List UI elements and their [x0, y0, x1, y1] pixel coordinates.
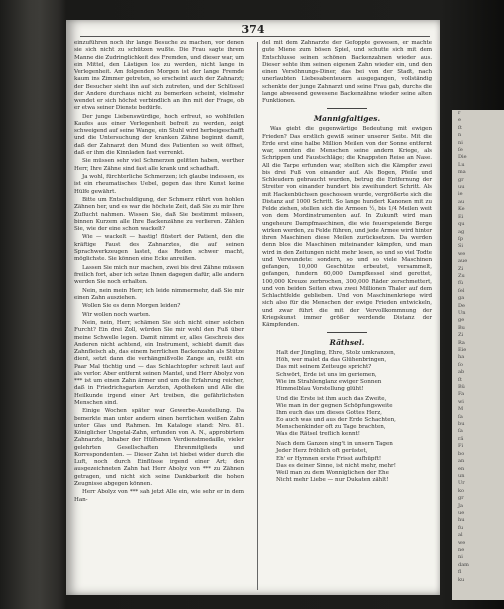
page-number: 374: [241, 23, 265, 36]
adjacent-page-line: fü: [458, 280, 464, 287]
adjacent-page-line: Zi: [458, 332, 464, 339]
header-rule: [80, 36, 430, 37]
adjacent-page-line: fu: [458, 524, 464, 531]
riddle-title: Räthsel.: [329, 338, 365, 348]
paragraph: einzuführen noch ihr lange Besuche zu machen, vor denen sie sich nicht zu schützen wußte. Die Frau sagte ihrem Manne die Zudringlichkeit des Fremden, und dieser war, um ein Mittel, den Lästigen los zu werden, nicht lange in Verlegenheit. Am folgenden Morgen ist der lange Fremde kaum ins Zimmer getreten, so erscheint auch der Zahnarzt; der Besucher sieht ihn auf sich zutreten, und der Schlüssel der Andere durchaus nicht zu bemerken scheint, vielmehr wendet er sich höchst verbindlich an ihn mit der Frage, ob er etwa seiner Dienste bedürfe.: [74, 40, 244, 112]
riddle-stanza: Halt der Jüngling, Ehre, Stolz umkranzen, Höh, wer malet da das Glühenbringen, Das mit seinem Zeiteuge spricht? Schwört, Erde ist uns im geriemen, Wie im Strahlenglanz ewiger Sonnen Himmelblau Vorstellung glüht!: [276, 350, 396, 392]
adjacent-page-line: dam: [458, 561, 469, 568]
adjacent-page-line: bo: [458, 450, 465, 457]
paragraph: Einige Wochen später war Gewerbe-Ausstellung. Da bemerkte man unter andern einen herrlichen weißen Zahn unter Glas und Rahmen. Im Kataloge stand: Nro. 81. Königlicher Ungetal-Zahn, erfunden von A. N., approbirtem Zahnarzte, Inhaber der Hülfsmen Verdienstmedaille, vieler gelehrten Gesellschaften Ehrenmitglieds und Korrespondenten. — Dieser Zahn ist hiebei wider durch die Luft, noch durch Einflüsse irgend einer Art; den ausgezeichneten Zahn hat Herr Abolyz von *** zu Zähnen getragen, und nicht sich seine Dankbarkeit die hohen Zeugnisse abgegen können.: [74, 408, 244, 487]
adjacent-page-line: ie: [458, 191, 463, 198]
adjacent-page-line: De: [458, 302, 465, 309]
adjacent-page-line: ſa: [458, 428, 463, 435]
adjacent-page-line: ku: [458, 576, 465, 583]
paragraph: Wie — wackelt — hastig! flüstert der Patient, den die kräftige Faust des Zahnarztes, die auf seinen Sprachwerkzeugen lastet, das Reden schwer macht, möglichste. Sie können eine Ecke anreißen.: [74, 234, 244, 263]
adjacent-page-line: Lu: [458, 161, 465, 168]
adjacent-page-line: Fa: [458, 391, 465, 398]
adjacent-page-line: e: [458, 117, 461, 124]
adjacent-page-line: Ra: [458, 339, 465, 346]
adjacent-page-line: ko: [458, 487, 465, 494]
adjacent-page-line: aue: [458, 258, 468, 265]
adjacent-page-line: ab: [458, 369, 465, 376]
section-rule: [327, 108, 367, 109]
adjacent-page-line: M: [458, 406, 464, 413]
adjacent-page-line: ga: [458, 295, 465, 302]
adjacent-page-line: ge: [458, 317, 465, 324]
adjacent-page-line: Bü: [458, 384, 465, 391]
adjacent-page-line: Eie: [458, 347, 467, 353]
adjacent-page-line: ſt: [458, 124, 462, 131]
adjacent-page-line: Un: [458, 309, 466, 316]
adjacent-page-line: en: [458, 465, 465, 472]
adjacent-page-line: ſp: [458, 235, 464, 242]
paragraph: Nein, nein, Herr, schämen Sie sich nicht einer solchen Furcht? Ein drei Zoll, würden Sie mir wohl den Fuß über meine Schwelle legen. Damit nimmt er, alles Geschreis des Anderen nicht achtend, ein Instrument, schiebt damit das Zahnfleisch ab, das einem herrlichen Backenzahn als Stütze dient, setzt dann die verhängnißvolle Zange an, reißt ein Paar Mal tüchtig und — das Schlachtopfer schreit laut auf als verlor. Aber entfernt seinen Mantel, und Herr Abolyz von *** ist um einen Zahn ärmer und um die Erfahrung reicher, daß in Friedrichsgarten Aerzten, Apotheken und Alle die Heilkunde irgend einer Art treiben, die gefährlichsten Menschen sind.: [74, 320, 244, 406]
adjacent-page-line: Fi: [458, 443, 464, 450]
adjacent-page-line: Ja: [458, 502, 463, 509]
paragraph: Sie müssen sehr viel Schmerzen gelitten haben, werther Herr, Ihre Zähne sind fast alle krank und schadhaft.: [74, 158, 244, 172]
adjacent-page-line: qu: [458, 221, 465, 228]
adjacent-page-line: gr: [458, 176, 464, 183]
adjacent-page-line: Zu: [458, 272, 465, 279]
adjacent-page-line: al: [458, 532, 463, 539]
adjacent-page-line: Ei: [458, 213, 464, 220]
adjacent-page-line: ſt: [458, 376, 462, 383]
section-title: Mannigfaltiges.: [313, 114, 381, 124]
adjacent-page-line: fl: [458, 569, 462, 576]
left-column: [74, 40, 244, 505]
adjacent-page-line: Zi: [458, 265, 464, 272]
adjacent-page-line: we: [458, 539, 466, 546]
adjacent-page-line: Ur: [458, 480, 465, 487]
adjacent-page-line: wi: [458, 398, 464, 405]
adjacent-page-line: ni: [458, 554, 463, 561]
adjacent-page-line: ue: [458, 509, 465, 516]
adjacent-page-line: r: [458, 110, 461, 116]
adjacent-page-edge: [452, 110, 504, 600]
adjacent-page-line: ſa: [458, 413, 463, 420]
adjacent-page-line: Ke: [458, 206, 465, 213]
adjacent-page-line: rä: [458, 435, 464, 442]
paragraph: del mit dem Zahnarzte der Gefoppte gewesen, er machte gute Miene zum bösen Spiel, und schutte sich mit dem Entschlusse seinen schönen Backenzahnen wieder aus. Dieser sehte ihm seinen eigenen Zahn wieder ein, und den einen Versöhnungs-Diner, das bei von der Stadt, nach unerlaubten Liebesabenteuern ausgegangen, vollständig schenkte der junge Zahnarzt und seine Frau gab, durchs die lange abwesend gewesene Backenzähne wieder seine alten Funktionen.: [262, 40, 432, 104]
adjacent-page-line: un: [458, 472, 465, 479]
paragraph: Herr Abolyz von *** sah jetzt Alle ein, wie sehr er in dem Han-: [74, 489, 244, 503]
adjacent-page-line: Si: [458, 243, 464, 250]
adjacent-page-line: Die: [458, 154, 467, 161]
adjacent-page-line: n: [458, 132, 462, 139]
adjacent-page-line: ni: [458, 139, 463, 146]
adjacent-page-line: ha: [458, 354, 465, 361]
paragraph: Ja wohl, fürchterliche Schmerzen; ich glaube indessen, es ist ein rheumatisches Uebel, gegen das ihre Kunst keine Hülfe gewährt.: [74, 174, 244, 195]
adjacent-page-line: bu: [458, 421, 465, 428]
adjacent-page-line: ag: [458, 228, 465, 235]
adjacent-page-line: Bu: [458, 324, 465, 331]
paragraph: Lassen Sie mich nur machen, zwei bis drei Zähne müssen freilich fort, aber ich setze Ihnen dagegen dafür, alle andern werden Sie noch erhalten.: [74, 264, 244, 286]
paragraph: Was giebt die gegenwärtige Bedeutung mit ewigen Frieden? Das erstlich gewiß seiner unserer Seite. Mit die Erde erst eine halbe Million Meilen von der Sonne entfernt war, sonnten die Menschen seine andern Kriege, als Schrippen und Faustschläge; die Knappsten Reise an Nase. All die Tarpe erfunden war, stellten sich die Kämpfer zwei bis drei Fuß von einander auf. Als Bogen, Pfeile und Schleudern gebraucht wurden, betrug die Entfernung der Streiter von einander hundert bis zweihundert Schritt. Als mit Hackenbüchsen geschossen wurde, vergrößerte sich die Distanz auf 1000 Schritt. So lange hundert Kanonen mit zu Felde ziehen, stellen sich die Armeen ½, bis 1/4 Meilen weit von dem Mordinstrumenten auf. In Zukunft wird man ungeheure Dampfmaschinen, die wie feuerspeiende Berge wirken werden, zu Felde führen, und jede Armee wird hinter ihren Maschinen diese Meilen zurücksetzen. Da werden denn blos die Maschinen miteinander kämpfen, und man wird in den Zeitungen nicht mehr lesen, so und so viel Todte und Verwundete: sondern, so und so viele Maschinen gefangen, 10,000 Geschütze erbeutet, versammelt, gefangen, fundern 60,000 Dampfkessel sind gerettet, 100,000 Kreuze zerbrochen, 300,000 Räder zerschmettert, und von beiden Seiten etwa zwei Millionen Thaler auf dem Schlachtfelde geblieben. Und von Maschinenkriege wird sich also für die Menschen der ewige Frieden entwickeln, und zwar führt die mit der Vervollkommnung der Kriegskunst immer größer werdende Distanz der Kämpfenden.: [262, 126, 432, 328]
right-column: [262, 40, 432, 487]
adjacent-page-line: au: [458, 198, 465, 205]
adjacent-page-line: gr: [458, 495, 464, 502]
paragraph: Wir wollen noch warten.: [82, 311, 151, 318]
adjacent-page-line: ma: [458, 169, 466, 176]
adjacent-page-line: ſe: [458, 147, 463, 154]
adjacent-page-line: an: [458, 458, 465, 465]
section-rule: [327, 332, 367, 333]
paragraph: Bitte um Entschuldigung, der Schmerz rührt von hohlen Zähnen her, und es war die höchste Zeit, daß Sie zu mir Ihre Zuflucht nahmen. Wissen Sie, daß Sie bestimmt müssen, binnen Kurzem alle Ihre Backenzähne zu verlieren. Zählen Sie, wie der eine schon wackelt?: [74, 197, 244, 232]
paragraph: Wollen Sie es denn Morgen leiden?: [82, 303, 181, 310]
adjacent-page-line: hu: [458, 517, 465, 524]
adjacent-page-line: ſo: [458, 361, 463, 368]
adjacent-page-line: ne: [458, 546, 465, 553]
paragraph: Der junge Liebenswürdige, hoch erfreut, so wohlfeilen Kaufes aus einer Verlegenheit befreit zu werden, zeigt schweigend auf seine Wange, ein Stuhl wird herbeigeschafft und die Untersuchung der kranken Zähne beginnt damit, daß der Zahnarzt den Mund des Patienten so weit öffnet, daß er ihm die Kinnladen fast verrenkt.: [74, 113, 244, 156]
column-divider: [257, 42, 258, 590]
riddle-stanza: Nach dem Ganzen sing't in unsern Tagen Jeder Herz fröhlich oft gerüstet, Eh' er Hymnen erste Frisst aufhüpft! Das es deiner Sinne, ist nicht mehr, mehr! Weil man zu dem Wonniglichen der Ehe Nicht mehr Liebe — nur Dukaten zählt!: [276, 441, 396, 483]
riddle-stanza: Und die Erste ist ihm auch das Zweite, Wie man in der gegnen Schöpfungsweite Ihm euch das um dieses Gottes Herz, Eo auch was und aus der Erde Schachten, Menschenkinder oft zu Tage brachten, Was die Rätsel treflich kennt!: [276, 395, 396, 438]
paragraph: Nein, nein mein Herr, ich leide nimmermehr, daß Sie mir einen Zahn ausziehen.: [74, 287, 244, 301]
adjacent-page-line: uu: [458, 184, 465, 191]
adjacent-page-line: ſel: [458, 287, 465, 294]
adjacent-page-line: we: [458, 250, 466, 257]
